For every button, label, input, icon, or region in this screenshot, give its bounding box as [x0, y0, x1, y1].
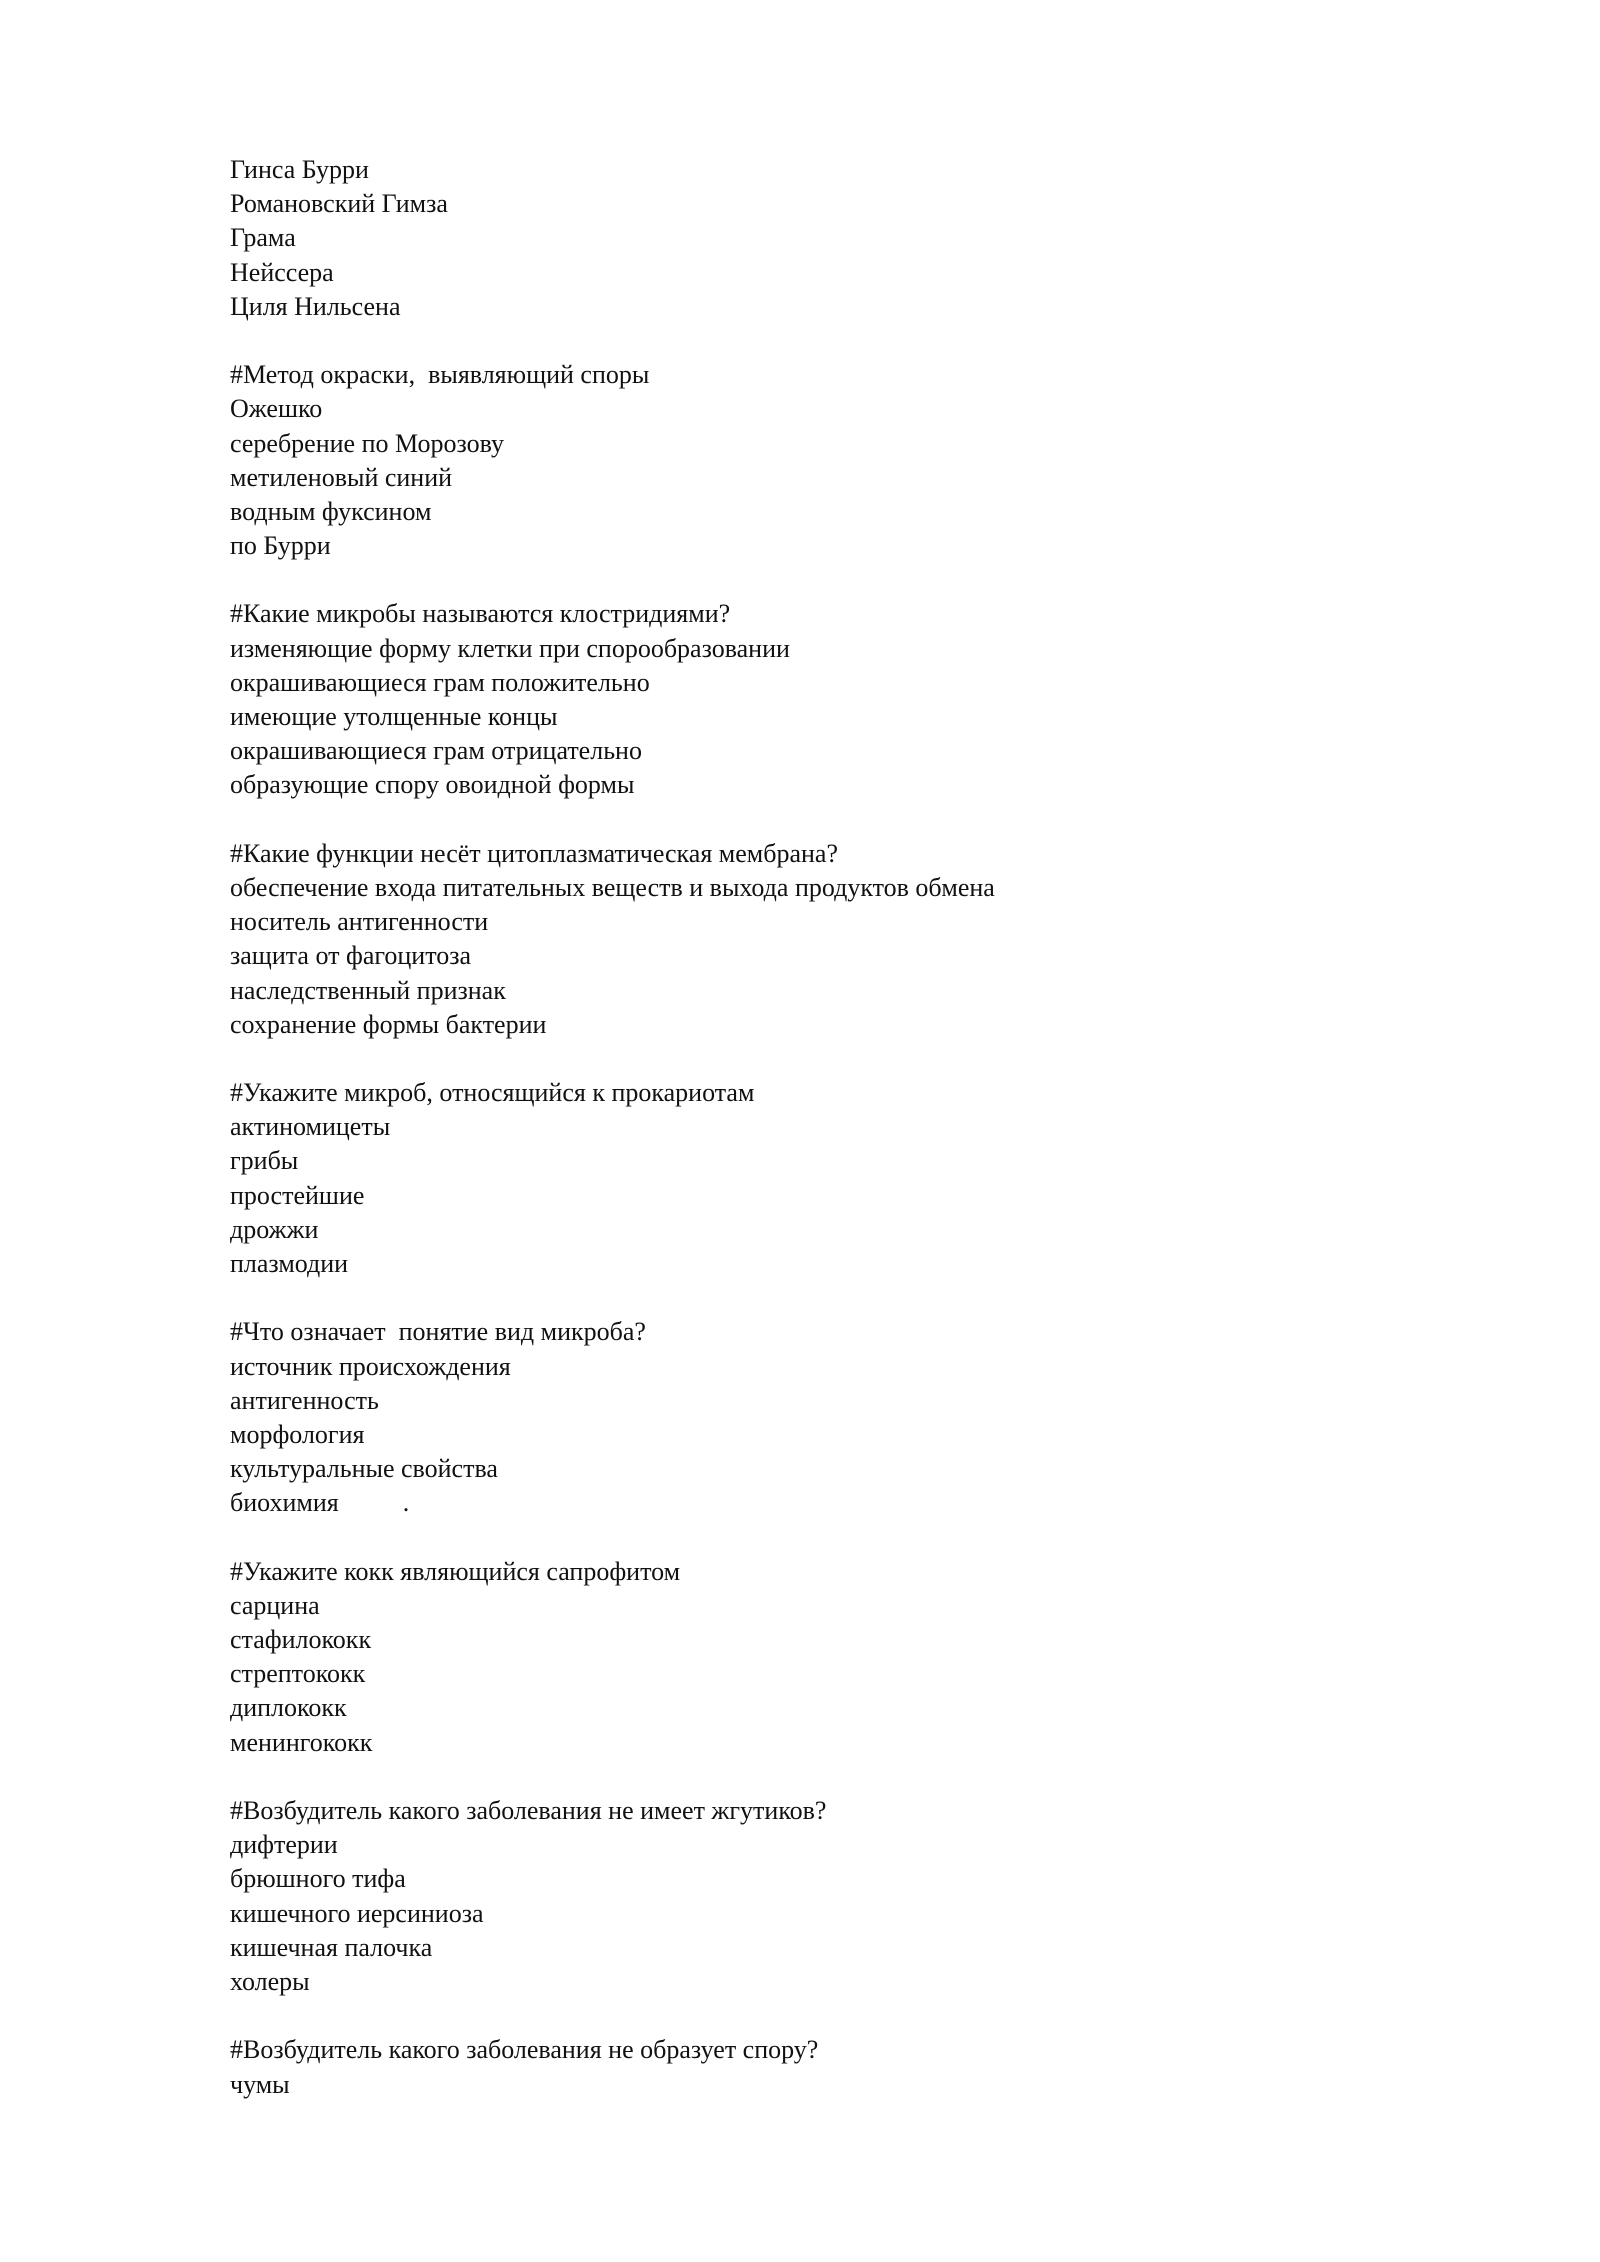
trailing-mark: . — [402, 1488, 410, 1518]
lead-options-block — [230, 153, 1430, 324]
answer-line: сохранение формы бактерии — [230, 1009, 547, 1039]
answer-line: антигенность — [230, 1385, 379, 1415]
answer-text: биохимия — [230, 1488, 339, 1518]
answer-line: кишечная палочка — [230, 1932, 433, 1962]
question-block-4 — [230, 1076, 1430, 1281]
question-text: #Укажите микроб, относящийся к прокариотам — [230, 1078, 755, 1108]
answer-line: стафилококк — [230, 1625, 372, 1655]
answer-line: имеющие утолщенные концы — [230, 702, 558, 731]
answer-line: чумы — [230, 2069, 290, 2099]
option-line: Романовский Гимза — [230, 189, 448, 219]
answer-line: актиномицеты — [230, 1112, 391, 1142]
question-block-1 — [230, 358, 1430, 563]
answer-line: менингококк — [230, 1727, 373, 1757]
answer-line: защита от фагоцитоза — [230, 941, 472, 971]
answer-line: водным фуксином — [230, 496, 432, 526]
question-text: #Какие функции несёт цитоплазматическая мембрана? — [230, 838, 839, 868]
question-block-5 — [230, 1315, 1430, 1520]
answer-line: кишечного иерсиниоза — [230, 1898, 484, 1928]
question-block-7 — [230, 1794, 1430, 1999]
answer-line: серебрение по Морозову — [230, 428, 504, 458]
answer-line: окрашивающиеся грам положительно — [230, 667, 650, 697]
answer-line: сарцина — [230, 1590, 320, 1620]
answer-line: морфология — [230, 1419, 365, 1449]
answer-line: обеспечение входа питательных веществ и выхода продуктов обмена — [230, 872, 995, 902]
question-block-3 — [230, 837, 1430, 1042]
answer-line: наследственный признак — [230, 975, 506, 1005]
answer-line-with-mark — [230, 1486, 1430, 1520]
answer-line: простейшие — [230, 1180, 365, 1210]
question-text: #Укажите кокк являющийся сапрофитом — [230, 1556, 681, 1586]
answer-line: грибы — [230, 1146, 299, 1176]
answer-line: дрожжи — [230, 1214, 319, 1244]
question-block-2 — [230, 597, 1430, 802]
option-line: Нейссера — [230, 257, 334, 287]
answer-line: окрашивающиеся грам отрицательно — [230, 736, 642, 766]
answer-line: брюшного тифа — [230, 1864, 406, 1894]
answer-line: культуральные свойства — [230, 1454, 498, 1484]
question-text: #Возбудитель какого заболевания не имеет жгутиков? — [230, 1796, 827, 1825]
answer-line: образующие спору овоидной формы — [230, 770, 635, 800]
answer-line: плазмодии — [230, 1249, 349, 1278]
answer-line: диплококк — [230, 1693, 347, 1723]
option-line: Грама — [230, 223, 296, 253]
answer-line: метиленовый синий — [230, 462, 453, 492]
question-block-6 — [230, 1555, 1430, 1760]
question-text: #Что означает понятие вид микроба? — [230, 1317, 646, 1347]
question-block-8 — [230, 2033, 1430, 2101]
document-body — [230, 153, 1430, 2136]
answer-line: стрептококк — [230, 1659, 366, 1689]
answer-line: дифтерии — [230, 1830, 338, 1860]
answer-line: Ожешко — [230, 394, 323, 424]
question-text: #Возбудитель какого заболевания не образует спору? — [230, 2035, 819, 2065]
answer-line: носитель антигенности — [230, 907, 489, 937]
answer-line: изменяющие форму клетки при спорообразовании — [230, 633, 790, 663]
option-line: Гинса Бурри — [230, 155, 369, 184]
question-text: #Метод окраски, выявляющий споры — [230, 360, 650, 390]
answer-line: по Бурри — [230, 531, 331, 561]
question-text: #Какие микробы называются клостридиями? — [230, 599, 731, 629]
answer-line: источник происхождения — [230, 1351, 511, 1381]
answer-line: холеры — [230, 1966, 310, 1996]
option-line: Циля Нильсена — [230, 291, 401, 321]
